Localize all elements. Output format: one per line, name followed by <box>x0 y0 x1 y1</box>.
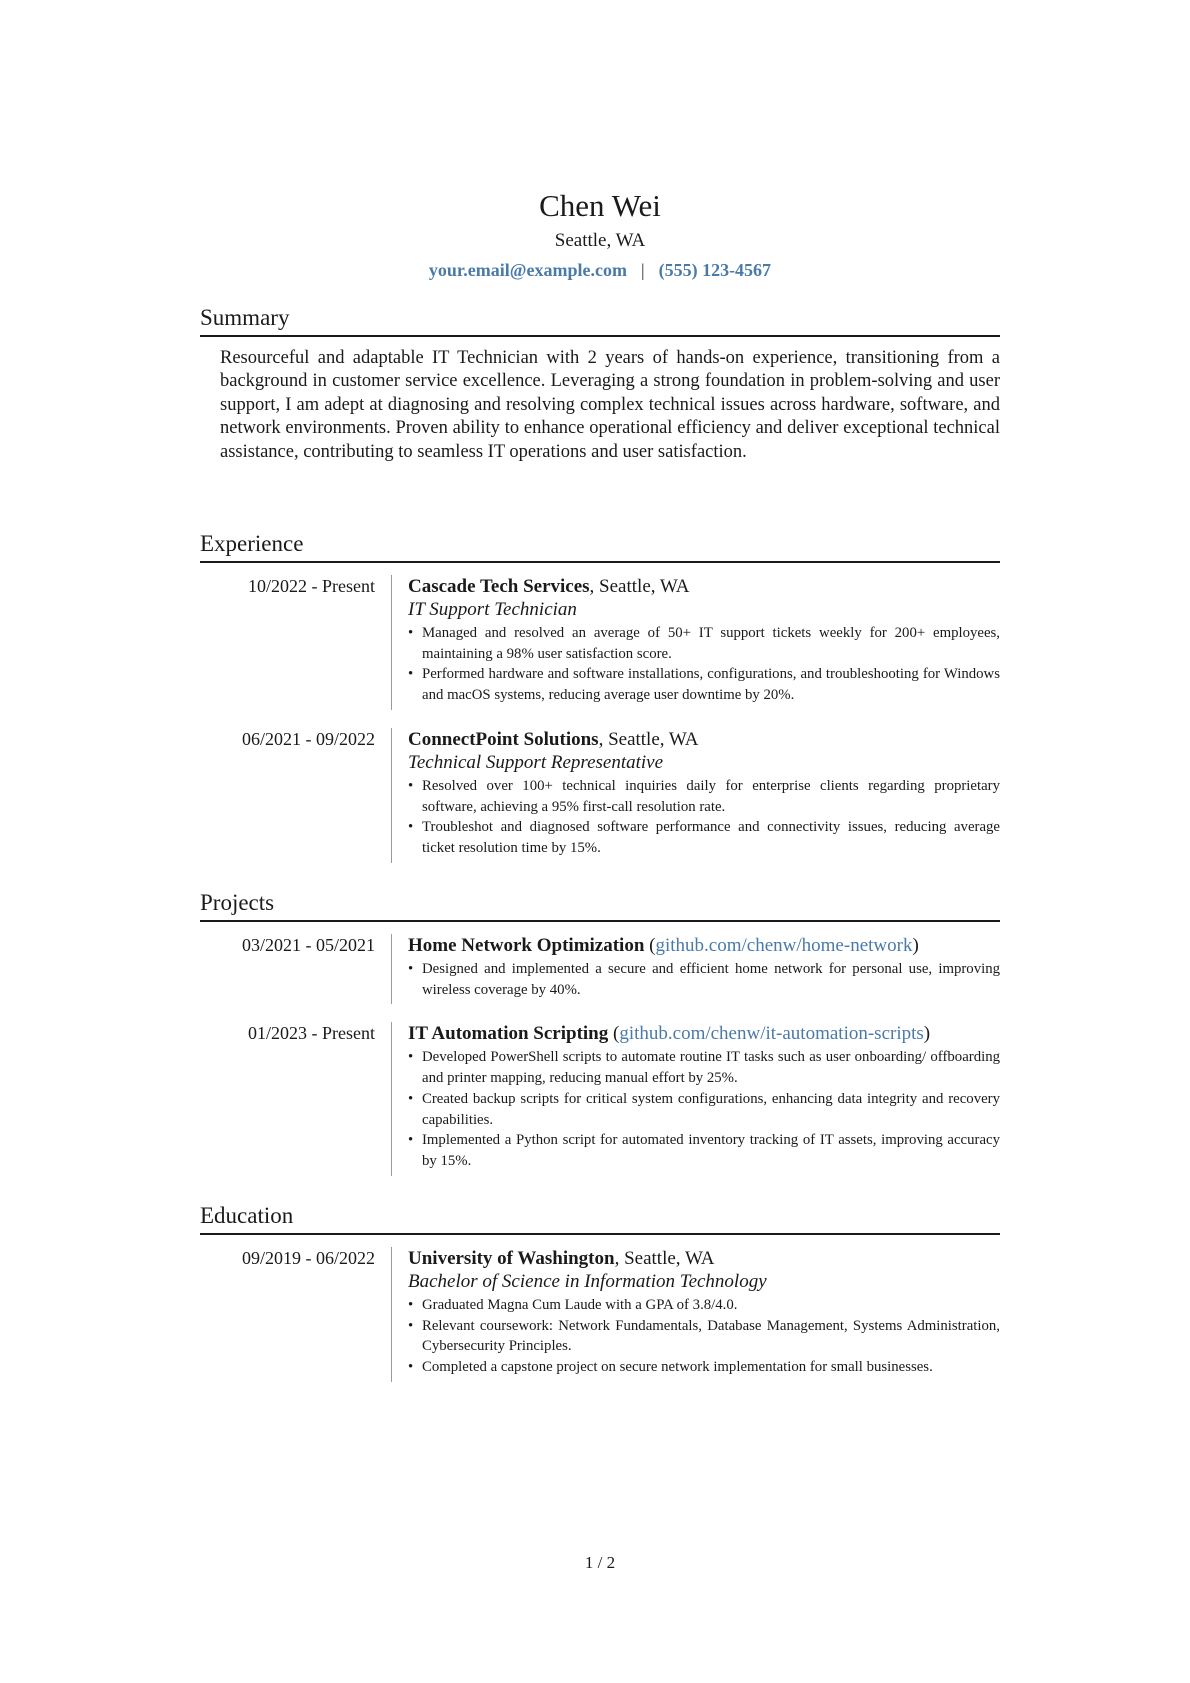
project-entry <box>200 1022 1000 1175</box>
job-title: Technical Support Representative <box>408 751 664 773</box>
entry-bullets <box>408 1295 1000 1378</box>
bullet-item: • Graduated Magna Cum Laude with a GPA of 3.8/4.0. <box>408 1295 1000 1316</box>
contact-line <box>200 257 1000 283</box>
bullet-item: • Resolved over 100+ technical inquiries daily for enterprise clients regarding proprietary software, achieving a 95% first-call resolution rate. <box>408 776 1000 817</box>
entry-body <box>391 934 1000 1004</box>
entry-organization <box>408 728 1000 751</box>
company-location: , Seattle, WA <box>598 728 699 750</box>
education-section <box>200 1202 1000 1382</box>
bullet-item: • Implemented a Python script for automated inventory tracking of IT assets, improving accuracy by 15%. <box>408 1130 1000 1171</box>
project-name: IT Automation Scripting <box>408 1023 609 1045</box>
education-title: Education <box>200 1202 1000 1235</box>
entry-body <box>391 1022 1000 1175</box>
bullet-item: • Managed and resolved an average of 50+ IT support tickets weekly for 200+ employees, maintaining a 98% user satisfaction score. <box>408 623 1000 664</box>
entry-bullets <box>408 776 1000 859</box>
experience-entry <box>200 728 1000 863</box>
project-heading <box>408 934 1000 957</box>
bullet-item: • Designed and implemented a secure and efficient home network for personal use, improving wireless coverage by 40%. <box>408 959 1000 1000</box>
entry-bullets <box>408 623 1000 706</box>
bullet-item: • Relevant coursework: Network Fundamentals, Database Management, Systems Administration, Cybersecurity Principles. <box>408 1316 1000 1357</box>
entry-organization <box>408 1247 1000 1270</box>
paren-close: ) <box>912 935 919 956</box>
candidate-location: Seattle, WA <box>554 230 646 251</box>
education-entry <box>200 1247 1000 1382</box>
projects-title: Projects <box>200 889 1000 922</box>
entry-bullets <box>408 1047 1000 1171</box>
project-heading <box>408 1022 1000 1045</box>
paren-close: ) <box>923 1023 931 1045</box>
paren-open: ( <box>644 935 656 956</box>
entry-body <box>391 728 1000 863</box>
job-title: IT Support Technician <box>408 599 577 620</box>
paren-open: ( <box>608 1023 620 1045</box>
entry-date: 10/2022 - Present <box>248 576 375 596</box>
experience-section <box>200 530 1000 863</box>
entry-date: 06/2021 - 09/2022 <box>242 728 375 749</box>
project-link[interactable]: github.com/chenw/it-automation-scripts <box>619 1023 924 1045</box>
project-name: Home Network Optimization <box>408 935 645 956</box>
entry-body <box>391 1247 1000 1382</box>
bullet-item: • Created backup scripts for critical system configurations, enhancing data integrity and recovery capabilities. <box>408 1089 1000 1130</box>
summary-title: Summary <box>200 304 1000 337</box>
resume-header <box>200 188 1000 283</box>
entry-bullets <box>408 959 1000 1000</box>
summary-text: Resourceful and adaptable IT Technician with 2 years of hands-on experience, transitioning from a background in customer service excellence. Leveraging a strong foundation in problem-solving and user support, I am adept at diagnosing and resolving complex technical issues across hardware, software, and network environments. Proven ability to enhance operational efficiency and deliver exceptional technical assistance, contributing to seamless IT operations and user satisfaction. <box>220 348 1000 462</box>
entry-organization <box>408 575 1000 598</box>
contact-separator: | <box>640 260 645 280</box>
entry-body <box>391 575 1000 710</box>
summary-section <box>200 304 1000 464</box>
project-entry <box>200 934 1000 1004</box>
school-name: University of Washington <box>408 1248 615 1269</box>
bullet-item: • Troubleshot and diagnosed software performance and connectivity issues, reducing average ticket resolution time by 15%. <box>408 817 1000 858</box>
email-link[interactable]: your.email@example.com <box>428 260 627 280</box>
entry-date: 03/2021 - 05/2021 <box>242 935 375 955</box>
degree-title: Bachelor of Science in Information Technology <box>408 1271 767 1292</box>
resume-page <box>200 0 1000 1683</box>
company-name: ConnectPoint Solutions <box>408 728 599 750</box>
projects-section <box>200 889 1000 1176</box>
bullet-item: • Developed PowerShell scripts to automate routine IT tasks such as user onboarding/ offboarding and printer mapping, reducing manual effort by 25%. <box>408 1047 1000 1088</box>
company-location: , Seattle, WA <box>589 576 690 597</box>
school-location: , Seattle, WA <box>614 1248 715 1269</box>
phone-link[interactable]: (555) 123-4567 <box>658 260 772 280</box>
bullet-item: • Performed hardware and software installations, configurations, and troubleshooting for Windows and macOS systems, reducing average user downtime by 20%. <box>408 664 1000 705</box>
bullet-item: • Completed a capstone project on secure network implementation for small businesses. <box>408 1357 1000 1378</box>
candidate-name: Chen Wei <box>539 188 661 223</box>
entry-date: 01/2023 - Present <box>248 1023 375 1044</box>
experience-title: Experience <box>200 530 1000 563</box>
entry-date: 09/2019 - 06/2022 <box>242 1248 375 1268</box>
page-number: 1 / 2 <box>584 1553 616 1572</box>
company-name: Cascade Tech Services <box>408 576 590 597</box>
experience-entry <box>200 575 1000 710</box>
project-link[interactable]: github.com/chenw/home-network <box>655 935 913 956</box>
